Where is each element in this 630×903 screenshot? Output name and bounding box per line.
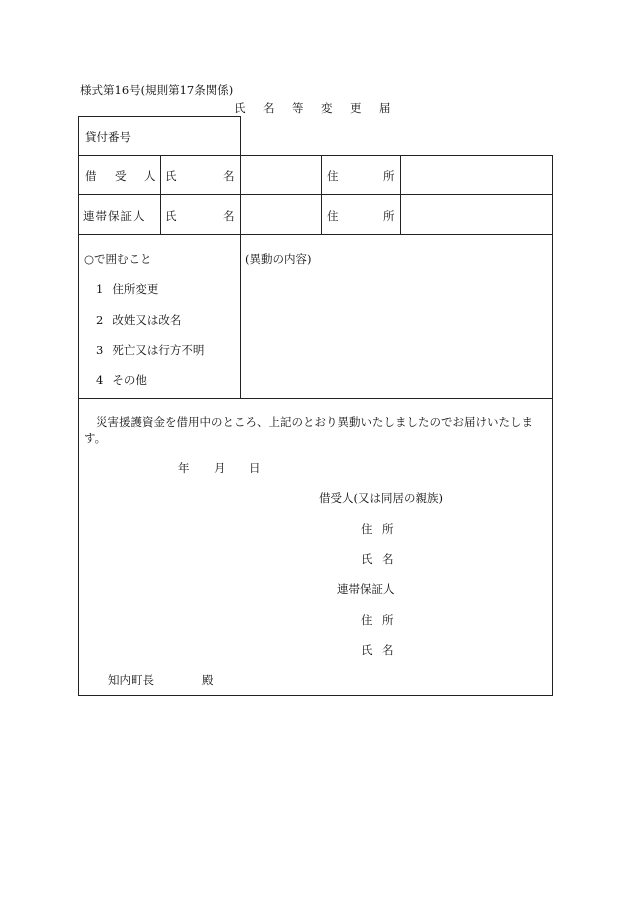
title-char: 変	[321, 101, 333, 115]
table-rule	[160, 155, 161, 234]
form-number: 様式第16号(規則第17条関係)	[80, 83, 234, 97]
option-item[interactable]	[96, 281, 158, 297]
sig-char: 名	[382, 552, 394, 566]
option-number: 3	[96, 343, 104, 357]
title-char: 氏	[234, 101, 246, 115]
title-char: 名	[263, 101, 275, 115]
option-item[interactable]	[96, 372, 147, 388]
title-char: 等	[292, 101, 304, 115]
form-title	[0, 100, 630, 116]
sig-char: 住	[361, 613, 373, 627]
change-content-label: (異動の内容)	[245, 252, 312, 266]
date-day: 日	[249, 461, 261, 475]
signature-borrower-label: 借受人(又は同居の親族)	[319, 491, 443, 505]
addressee: 知内町長	[108, 673, 154, 687]
option-text: 死亡又は行方不明	[112, 343, 205, 357]
sig-char: 氏	[361, 552, 373, 566]
guarantor-label: 連帯保証人	[83, 209, 146, 223]
table-rule	[78, 398, 553, 399]
borrower-label-char: 借	[85, 169, 97, 183]
option-text: その他	[112, 373, 147, 387]
name-label-char: 名	[223, 169, 235, 183]
honorific: 殿	[202, 673, 214, 687]
name-label-char: 氏	[165, 169, 177, 183]
sig-char: 住	[361, 522, 373, 536]
borrower-label-char: 人	[144, 169, 156, 183]
guarantor-name-field[interactable]	[241, 195, 320, 233]
guarantor-address-field[interactable]	[401, 195, 551, 233]
table-rule	[78, 116, 79, 695]
option-item[interactable]	[96, 312, 181, 328]
option-text: 住所変更	[112, 282, 159, 296]
address-label-char: 住	[327, 209, 339, 223]
table-rule	[78, 695, 553, 696]
option-text: 改姓又は改名	[112, 313, 182, 327]
signature-guarantor-label: 連帯保証人	[337, 582, 395, 596]
declaration-line-2: す。	[84, 431, 107, 445]
change-content-field[interactable]	[241, 266, 551, 396]
borrower-name-field[interactable]	[241, 156, 320, 193]
address-label-char: 所	[383, 209, 395, 223]
title-char: 更	[350, 101, 362, 115]
loan-number-label: 貸付番号	[85, 130, 131, 144]
address-label-char: 住	[327, 169, 339, 183]
circle-instruction: ○で囲むこと	[84, 252, 152, 266]
sig-char: 所	[382, 522, 394, 536]
table-rule	[78, 116, 240, 117]
date-month: 月	[214, 461, 226, 475]
sig-char: 氏	[361, 643, 373, 657]
table-rule	[321, 155, 322, 234]
address-label-char: 所	[383, 169, 395, 183]
borrower-label-char: 受	[115, 169, 127, 183]
declaration-line-1: 災害援護資金を借用中のところ、上記のとおり異動いたしましたのでお届けいたしま	[96, 415, 533, 429]
sig-char: 所	[382, 613, 394, 627]
option-number: 2	[96, 313, 104, 327]
option-number: 4	[96, 373, 104, 387]
name-label-char: 名	[223, 209, 235, 223]
date-year: 年	[178, 461, 190, 475]
table-rule	[78, 234, 553, 235]
option-number: 1	[96, 282, 104, 296]
title-char: 届	[379, 101, 391, 115]
option-item[interactable]	[96, 342, 204, 358]
name-label-char: 氏	[165, 209, 177, 223]
borrower-address-field[interactable]	[401, 156, 551, 193]
table-rule	[552, 155, 553, 695]
sig-char: 名	[382, 643, 394, 657]
